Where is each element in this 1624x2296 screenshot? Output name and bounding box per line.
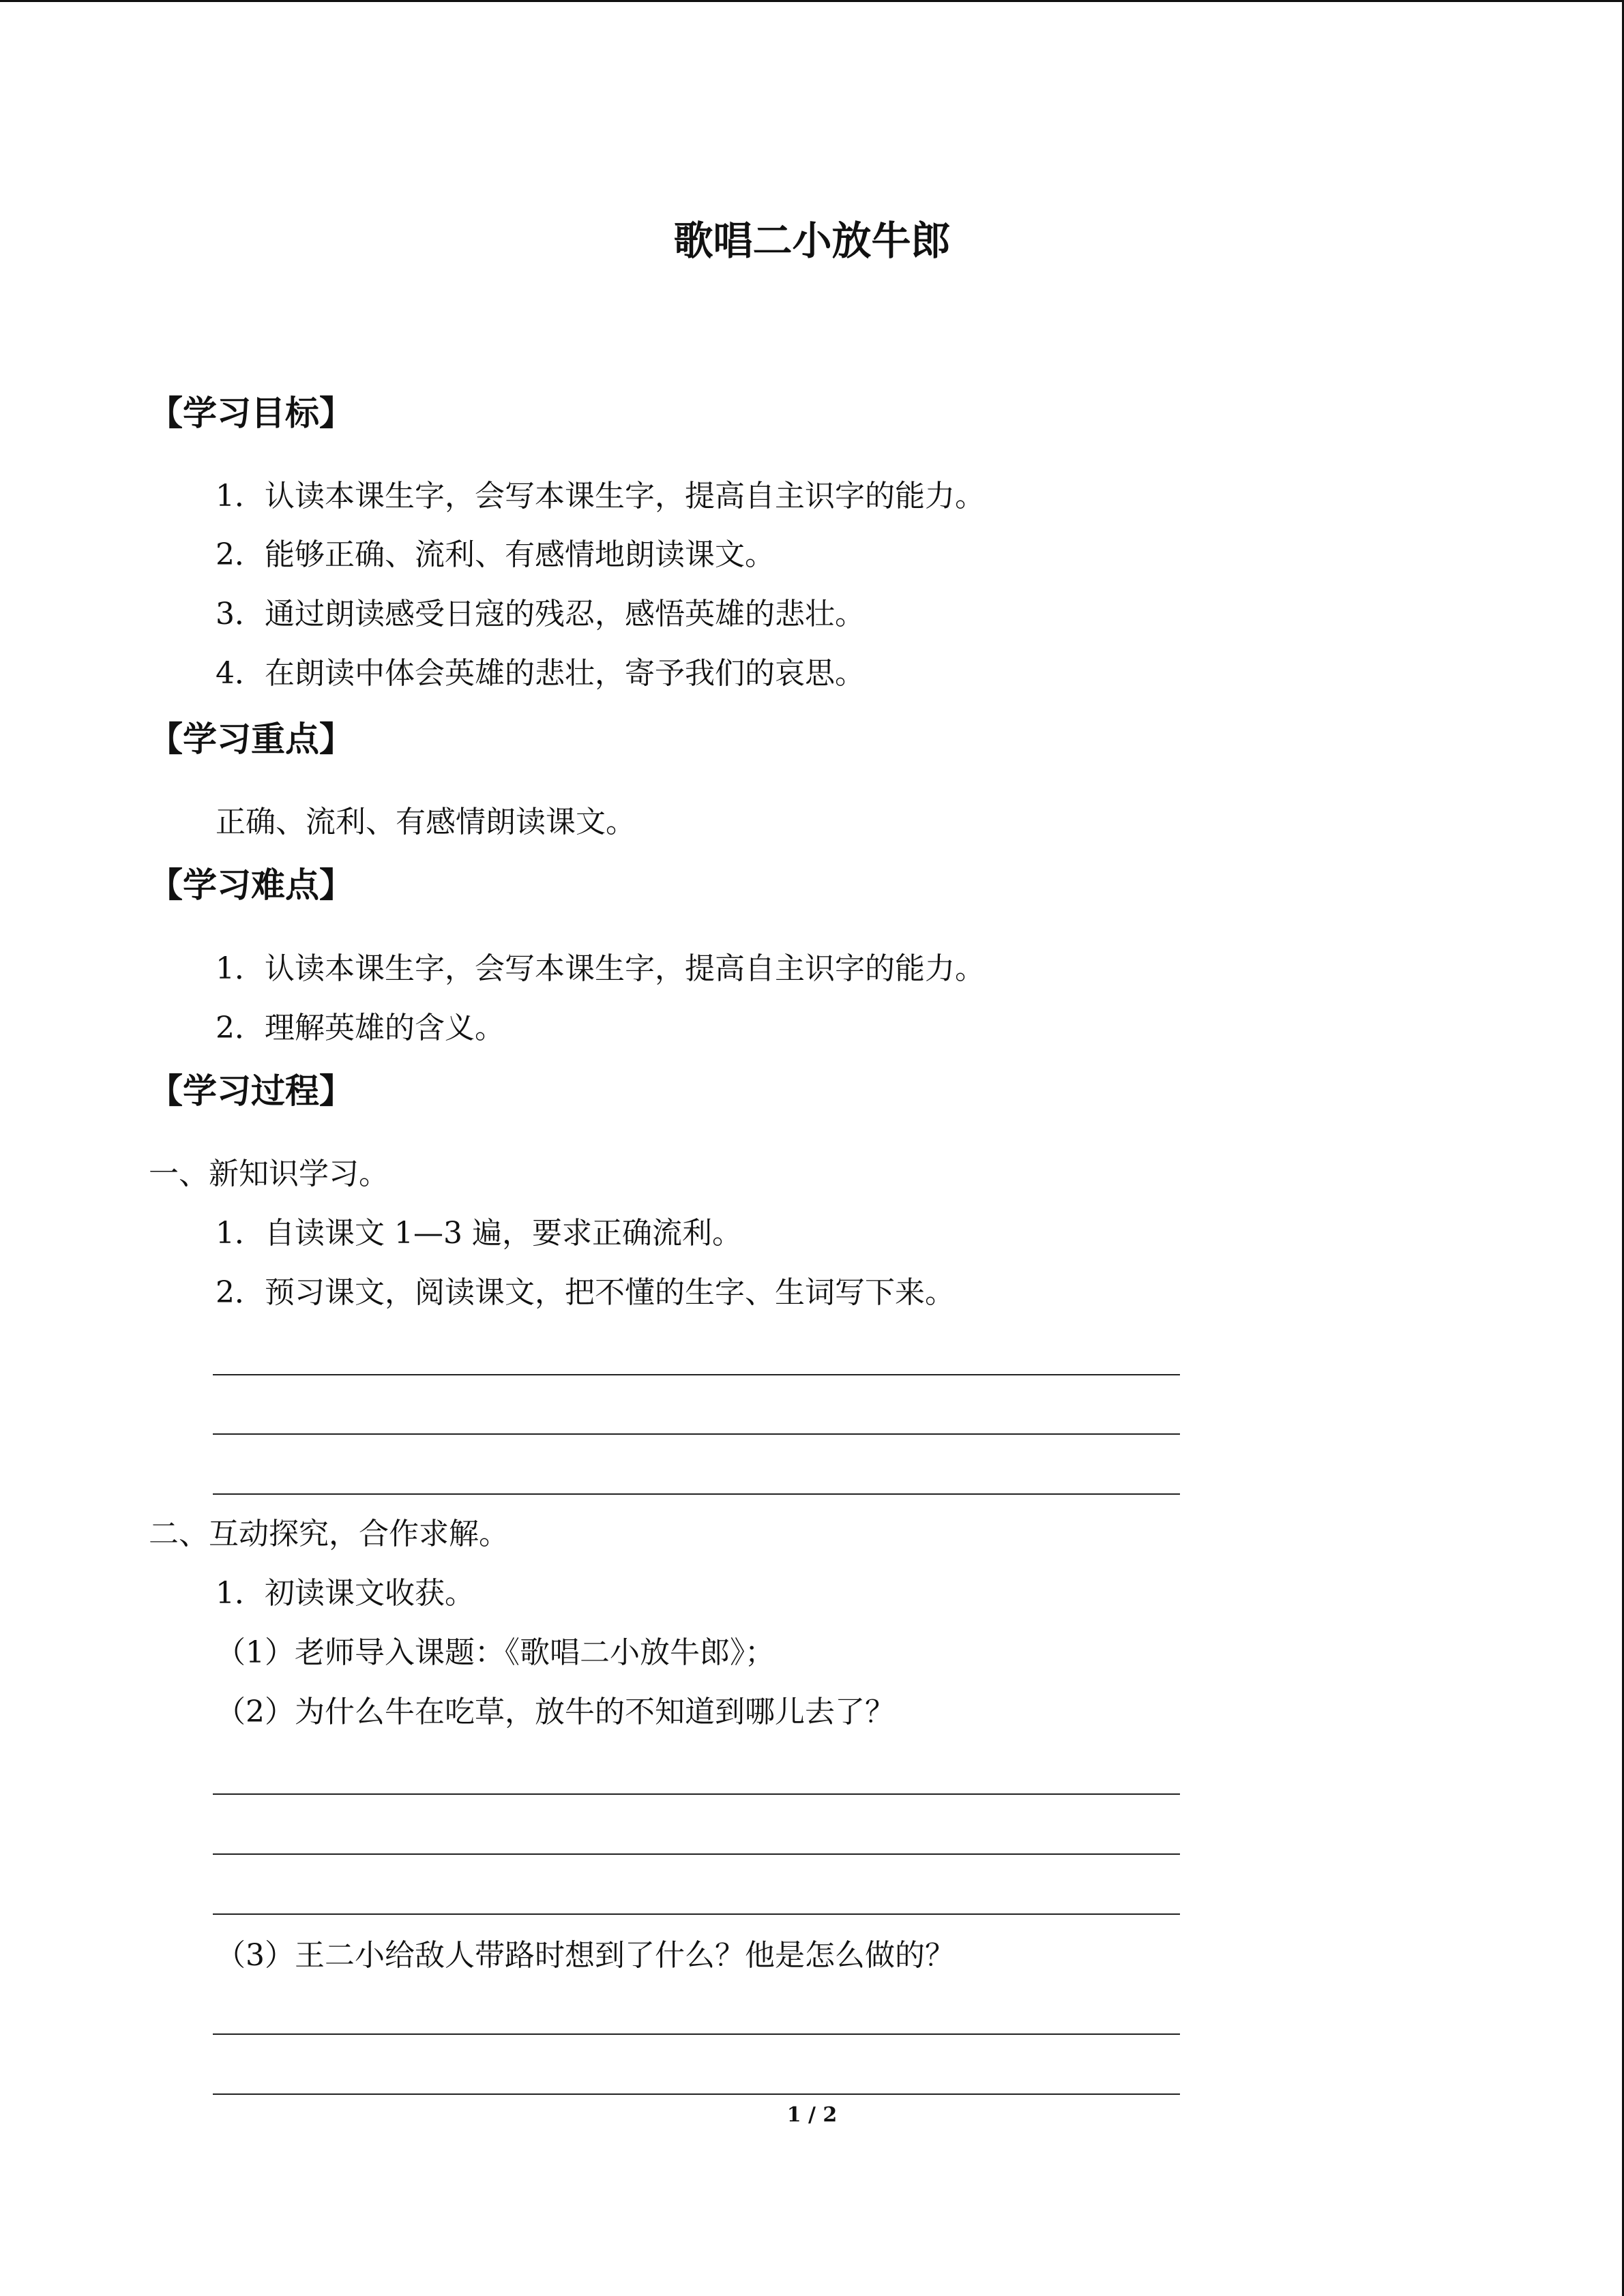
- goal-item: 4．在朗读中体会英雄的悲壮，寄予我们的哀思。: [216, 656, 865, 691]
- process-part2-item: （3）王二小给敌人带路时想到了什么？他是怎么做的？: [216, 1938, 955, 1973]
- page-border-top: [0, 0, 1624, 2]
- section-heading-difficulty: 【学习难点】: [149, 865, 353, 905]
- process-part2-label: 二、互动探究，合作求解。: [149, 1517, 509, 1551]
- difficulty-item: 1．认读本课生字，会写本课生字，提高自主识字的能力。: [216, 951, 985, 986]
- answer-line: [213, 1433, 1180, 1435]
- process-part2-item: （1）老师导入课题：《歌唱二小放牛郎》；: [216, 1635, 775, 1670]
- answer-line: [213, 2033, 1180, 2035]
- answer-line: [213, 1374, 1180, 1375]
- answer-line: [213, 1793, 1180, 1795]
- section-heading-goals: 【学习目标】: [149, 393, 353, 433]
- process-part1-item: 2．预习课文，阅读课文，把不懂的生字、生词写下来。: [216, 1275, 955, 1310]
- answer-line: [213, 1853, 1180, 1855]
- goal-item: 3．通过朗读感受日寇的残忍，感悟英雄的悲壮。: [216, 597, 865, 631]
- goal-item: 1．认读本课生字，会写本课生字，提高自主识字的能力。: [216, 479, 985, 513]
- process-part2-item: 1．初读课文收获。: [216, 1576, 475, 1611]
- key-item: 正确、流利、有感情朗读课文。: [216, 805, 636, 839]
- goal-item: 2．能够正确、流利、有感情地朗读课文。: [216, 537, 775, 572]
- answer-line: [213, 2093, 1180, 2095]
- answer-line: [213, 1493, 1180, 1495]
- process-part2-item: （2）为什么牛在吃草，放牛的不知道到哪儿去了？: [216, 1695, 895, 1729]
- process-part1-item: 1．自读课文 1—3 遍，要求正确流利。: [216, 1216, 742, 1251]
- answer-line: [213, 1913, 1180, 1915]
- document-title: 歌唱二小放牛郎: [673, 218, 951, 264]
- section-heading-key: 【学习重点】: [149, 719, 353, 759]
- process-part1-label: 一、新知识学习。: [149, 1157, 389, 1191]
- difficulty-item: 2．理解英雄的含义。: [216, 1011, 505, 1045]
- page-number: 1 / 2: [786, 2103, 838, 2127]
- section-heading-process: 【学习过程】: [149, 1071, 353, 1111]
